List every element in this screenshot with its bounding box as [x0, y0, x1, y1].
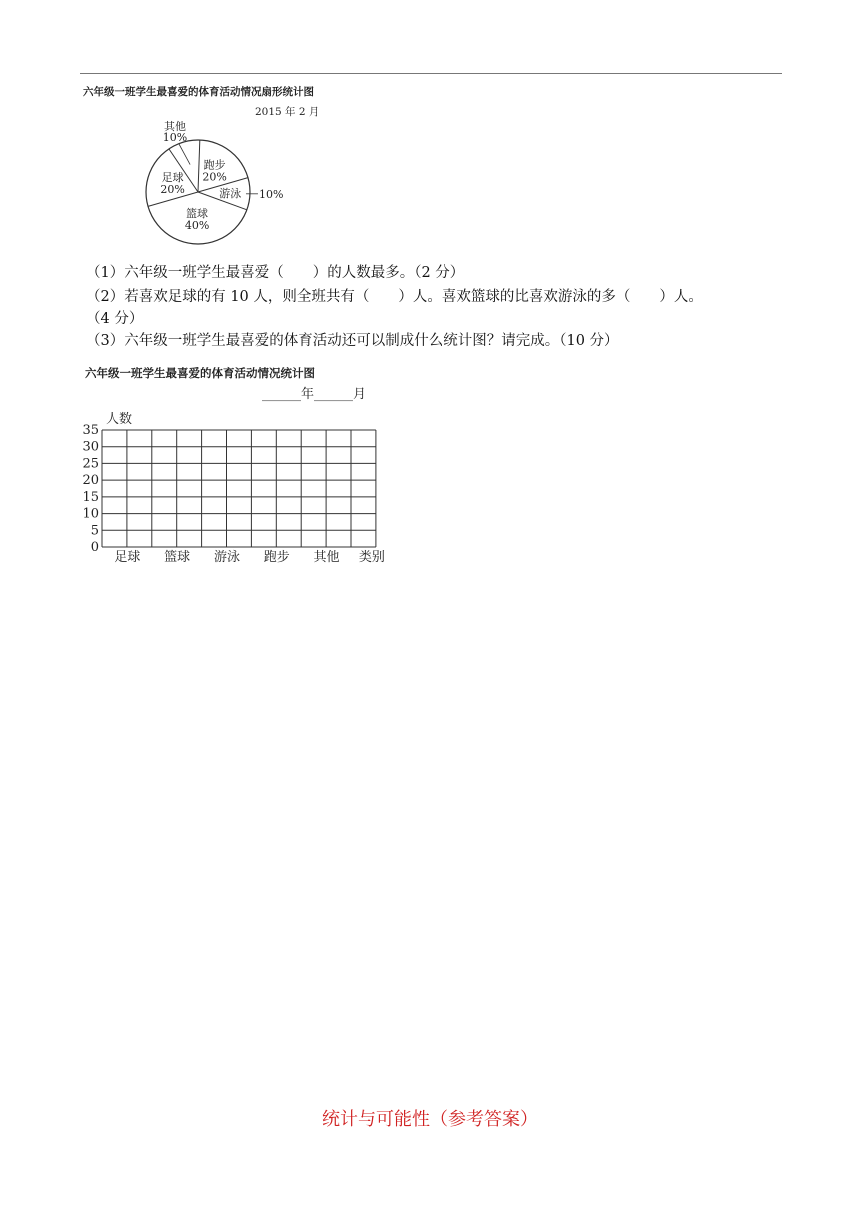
pie-slice-label-2: 游泳: [219, 187, 242, 201]
question-2-score: （4 分）: [86, 311, 144, 327]
pie-slice-value-0: 10%: [162, 131, 188, 144]
y-tick-label: 5: [90, 523, 99, 539]
x-category-label: 篮球: [164, 550, 191, 565]
pie-slice-label-0: 其他: [164, 120, 186, 133]
x-category-label: 足球: [114, 550, 141, 565]
bar-chart-date-blank: ______年______月: [261, 387, 367, 402]
pie-chart: [130, 110, 370, 260]
bar-chart-xlabel: 类别: [358, 550, 385, 565]
pie-slice-value-1: 20%: [202, 170, 227, 184]
pie-chart-date: 2015 年 2 月: [255, 106, 320, 118]
bar-chart-ylabel: 人数: [106, 412, 133, 427]
bar-chart-title: 六年级一班学生最喜爱的体育活动情况统计图: [85, 366, 315, 380]
y-tick-label: 30: [82, 439, 99, 455]
y-tick-label: 20: [82, 473, 99, 489]
x-category-label: 游泳: [213, 550, 240, 565]
pie-slice-label-4: 足球: [161, 170, 184, 184]
answer-section-title: 统计与可能性（参考答案）: [322, 1109, 538, 1130]
y-tick-label: 25: [82, 456, 99, 472]
pie-slice-value-3: 40%: [184, 219, 210, 233]
x-category-label: 其他: [313, 550, 340, 565]
pie-slice-label-3: 篮球: [186, 207, 209, 221]
bar-chart: [80, 380, 410, 565]
x-category-label: 跑步: [263, 550, 290, 565]
y-tick-label: 35: [82, 423, 99, 438]
pie-slice-value-4: 20%: [160, 182, 185, 196]
y-tick-label: 15: [82, 489, 99, 505]
y-tick-label: 10: [82, 506, 99, 522]
header-rule: [80, 73, 782, 74]
question-1: （1）六年级一班学生最喜爱（ ）的人数最多。（2 分）: [86, 265, 465, 281]
pie-slice-label-1: 跑步: [203, 158, 226, 172]
y-tick-label: 0: [90, 540, 99, 555]
question-2: （2）若喜欢足球的有 10 人，则全班共有（ ）人。喜欢篮球的比喜欢游泳的多（ ）人。: [86, 289, 703, 305]
pie-slice-value-2: 10%: [258, 187, 284, 201]
pie-chart-title: 六年级一班学生最喜爱的体育活动情况扇形统计图: [83, 86, 314, 98]
question-3: （3）六年级一班学生最喜爱的体育活动还可以制成什么统计图？请完成。（10 分）: [86, 333, 619, 349]
